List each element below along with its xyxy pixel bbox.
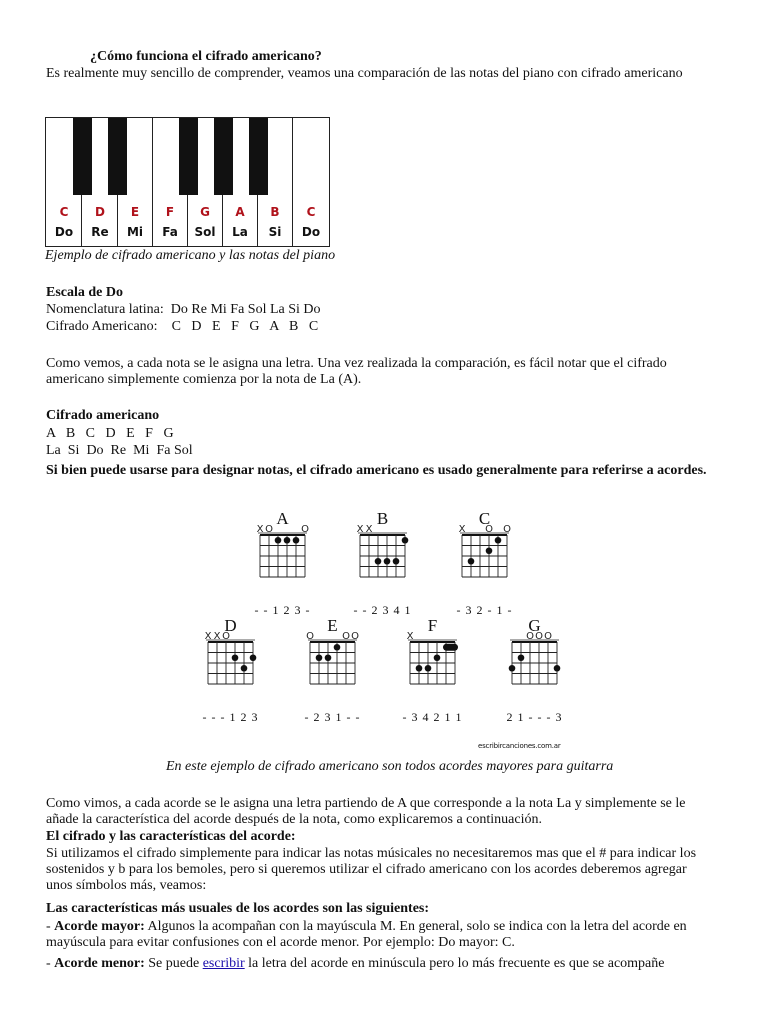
escribir-link[interactable]: escribir: [202, 956, 245, 971]
finger-dot: [468, 558, 475, 565]
key-latin: Sol: [194, 225, 216, 239]
dash: -: [46, 956, 55, 971]
paragraph-simbolos: Si utilizamos el cifrado simplemente para indicar las notas músicales no necesitaremos mas que el # para indicar los sostenidos y b para los bemoles, pero si queremos utilizar el cifrado americano con los acordes deberemos agregar unos símbolos más, veamos:: [46, 846, 697, 893]
finger-dot: [325, 654, 332, 661]
key-letter: E: [130, 205, 140, 219]
open-string-mark: O: [526, 631, 534, 642]
muted-string-mark: X: [406, 631, 414, 642]
open-string-mark: O: [485, 524, 493, 535]
chord-fingering: - - - 1 2 3: [202, 710, 259, 724]
finger-dot: [250, 654, 257, 661]
open-string-mark: O: [306, 631, 314, 642]
muted-string-mark: X: [204, 631, 212, 642]
escala-line-american: Cifrado Americano: C D E F G A B C: [46, 319, 319, 334]
key-latin: Si: [268, 225, 282, 239]
black-key: [73, 118, 92, 195]
black-key: [214, 118, 233, 195]
open-string-mark: O: [222, 631, 230, 642]
black-key: [179, 118, 198, 195]
watermark: escribircanciones.com.ar: [478, 742, 561, 750]
chord-fingering: - 3 2 - 1 -: [456, 603, 513, 617]
muted-string-mark: X: [458, 524, 466, 535]
finger-dot: [316, 654, 323, 661]
acorde-mayor-item: [46, 919, 721, 951]
finger-dot: [402, 537, 409, 544]
escala-line-latin: Nomenclatura latina: Do Re Mi Fa Sol La Si Do: [46, 302, 321, 317]
open-string-mark: O: [503, 524, 511, 535]
piano-caption: Ejemplo de cifrado americano y las notas del piano: [45, 248, 336, 263]
finger-dot: [293, 537, 300, 544]
open-string-mark: O: [342, 631, 350, 642]
key-letter: G: [200, 205, 210, 219]
open-string-mark: O: [351, 631, 359, 642]
acorde-mayor-label: Acorde mayor:: [54, 919, 145, 934]
key-latin: Do: [54, 225, 74, 239]
chord-diagram-d: [203, 630, 258, 688]
finger-dot: [509, 665, 516, 672]
section-caracteristicas-title: El cifrado y las características del acorde:: [46, 829, 296, 844]
section-usuales-title: Las características más usuales de los acordes son las siguientes:: [46, 901, 430, 916]
cifrado-note: Si bien puede usarse para designar notas, el cifrado americano es usado generalmente para referirse a acordes.: [46, 463, 707, 478]
key-latin: La: [232, 225, 248, 239]
chord-diagram-b: [355, 523, 410, 581]
finger-dot: [334, 644, 341, 651]
intro-paragraph: Es realmente muy sencillo de comprender, veamos una comparación de las notas del piano con cifrado americano: [46, 66, 683, 81]
chord-name-b: B: [376, 509, 389, 528]
open-string-mark: O: [535, 631, 543, 642]
key-latin: Fa: [162, 225, 178, 239]
cifrado-title: Cifrado americano: [46, 408, 160, 423]
key-letter: B: [270, 205, 280, 219]
black-key: [108, 118, 127, 195]
chord-name-g: G: [528, 616, 541, 635]
chord-diagram-e: [305, 630, 360, 688]
finger-dot: [495, 537, 502, 544]
chord-diagram-a: [255, 523, 310, 581]
finger-dot: [232, 654, 239, 661]
barre-mark: [443, 644, 458, 651]
finger-dot: [416, 665, 423, 672]
chord-name-f: F: [427, 616, 438, 635]
chord-fingering: - - 2 3 4 1: [353, 603, 412, 617]
finger-dot: [554, 665, 561, 672]
key-latin: Do: [301, 225, 321, 239]
paragraph-comparison: Como vemos, a cada nota se le asigna una letra. Una vez realizada la comparación, es fácil notar que el cifrado americano simplemente comienza por la nota de La (A).: [46, 356, 667, 387]
key-latin: Mi: [126, 225, 144, 239]
finger-dot: [434, 654, 441, 661]
muted-string-mark: X: [256, 524, 264, 535]
finger-dot: [518, 654, 525, 661]
piano-diagram: [45, 117, 330, 247]
chord-name-a: A: [276, 509, 289, 528]
finger-dot: [275, 537, 282, 544]
open-string-mark: O: [265, 524, 273, 535]
acorde-menor-text-end: la letra del acorde en minúscula pero lo más frecuente es que se acompañe: [244, 956, 665, 971]
acorde-menor-text: Se puede: [144, 956, 203, 971]
chord-diagram-g: [507, 630, 562, 688]
key-letter: F: [165, 205, 175, 219]
open-string-mark: O: [544, 631, 552, 642]
chord-fingering: - 3 4 2 1 1: [402, 710, 463, 724]
chord-diagram-c: [457, 523, 512, 581]
chord-diagram-f: [405, 630, 460, 688]
muted-string-mark: X: [365, 524, 373, 535]
finger-dot: [241, 665, 248, 672]
finger-dot: [486, 547, 493, 554]
finger-dot: [284, 537, 291, 544]
acorde-mayor-text: Algunos la acompañan con la mayúscula M. En general, solo se indica con la letra del acorde en mayúscula para evitar confusiones con el acorde menor. Por ejemplo: Do mayor: C.: [46, 919, 687, 950]
chord-fingering: - 2 3 1 - -: [304, 710, 361, 724]
chords-caption: En este ejemplo de cifrado americano son todos acordes mayores para guitarra: [166, 759, 614, 774]
muted-string-mark: X: [356, 524, 364, 535]
finger-dot: [384, 558, 391, 565]
chord-name-d: D: [224, 616, 237, 635]
chord-name-e: E: [327, 616, 338, 635]
chord-name-c: C: [478, 509, 491, 528]
acorde-menor-item: [46, 956, 721, 972]
key-letter: A: [235, 205, 245, 219]
finger-dot: [393, 558, 400, 565]
open-string-mark: O: [301, 524, 309, 535]
cifrado-line-notes: La Si Do Re Mi Fa Sol: [46, 443, 193, 458]
finger-dot: [375, 558, 382, 565]
muted-string-mark: X: [213, 631, 221, 642]
key-letter: C: [306, 205, 316, 219]
acorde-menor-label: Acorde menor:: [54, 956, 145, 971]
key-letter: D: [95, 205, 105, 219]
chord-fingering: 2 1 - - - 3: [506, 710, 563, 724]
escala-title: Escala de Do: [46, 285, 123, 300]
key-letter: C: [59, 205, 69, 219]
page-heading: ¿Cómo funciona el cifrado americano?: [90, 49, 322, 64]
black-key: [249, 118, 268, 195]
key-latin: Re: [91, 225, 109, 239]
chord-fingering: - - 1 2 3 -: [254, 603, 311, 617]
finger-dot: [425, 665, 432, 672]
dash: -: [46, 919, 55, 934]
paragraph-acordes: Como vimos, a cada acorde se le asigna una letra partiendo de A que corresponde a la nota La y simplemente se le añade la característica del acorde después de la nota, como explicaremos a continuación.: [46, 796, 686, 827]
cifrado-line-letters: A B C D E F G: [46, 426, 174, 441]
